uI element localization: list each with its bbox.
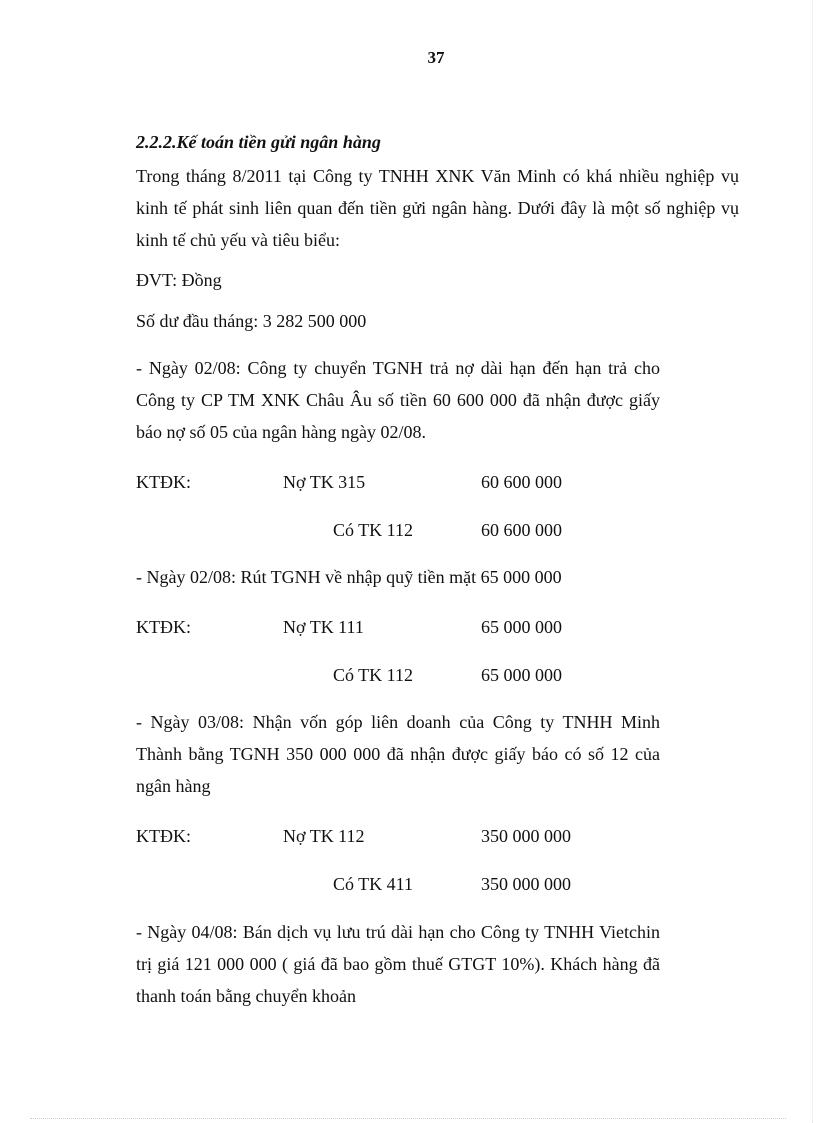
- opening-balance: Số dư đầu tháng: 3 282 500 000: [136, 311, 367, 331]
- credit-account: Có TK 112: [333, 665, 414, 685]
- credit-amount: 350 000 000: [481, 874, 571, 894]
- entry-label: KTĐK:: [136, 617, 191, 637]
- transaction-description: - Ngày 04/08: Bán dịch vụ lưu trú dài hạn cho Công ty TNHH Vietchin trị giá 121 000 000 ( giá đã bao gồm thuế GTGT 10%). Khách hàng đã thanh toán bằng chuyển khoản: [136, 922, 660, 1006]
- debit-account: Nợ TK 112: [283, 826, 365, 846]
- page-number: 37: [427, 48, 445, 67]
- intro-paragraph: Trong tháng 8/2011 tại Công ty TNHH XNK Văn Minh có khá nhiều nghiệp vụ kinh tế phát sinh liên quan đến tiền gửi ngân hàng. Dưới đây là một số nghiệp vụ kinh tế chủ yếu và tiêu biểu:: [136, 166, 739, 250]
- page-bottom-rule: [30, 1118, 786, 1119]
- unit-line: ĐVT: Đồng: [136, 270, 222, 290]
- transaction-description: - Ngày 02/08: Rút TGNH về nhập quỹ tiền mặt 65 000 000: [136, 567, 562, 587]
- entry-label: KTĐK:: [136, 826, 191, 846]
- credit-account: Có TK 112: [333, 520, 414, 540]
- debit-account: Nợ TK 111: [283, 617, 364, 637]
- debit-account: Nợ TK 315: [283, 472, 366, 492]
- page-right-rule: [812, 0, 813, 1123]
- debit-amount: 60 600 000: [481, 472, 562, 492]
- transaction-description: - Ngày 03/08: Nhận vốn góp liên doanh của Công ty TNHH Minh Thành bằng TGNH 350 000 000 đã nhận được giấy báo có số 12 của ngân hàng: [136, 712, 660, 796]
- credit-amount: 60 600 000: [481, 520, 562, 540]
- credit-amount: 65 000 000: [481, 665, 562, 685]
- credit-account: Có TK 411: [333, 874, 414, 894]
- debit-amount: 350 000 000: [481, 826, 571, 846]
- debit-amount: 65 000 000: [481, 617, 562, 637]
- transaction-description: - Ngày 02/08: Công ty chuyển TGNH trả nợ dài hạn đến hạn trả cho Công ty CP TM XNK Châu Âu số tiền 60 600 000 đã nhận được giấy báo nợ số 05 của ngân hàng ngày 02/08.: [136, 358, 660, 442]
- entry-label: KTĐK:: [136, 472, 191, 492]
- section-heading: 2.2.2.Kế toán tiền gửi ngân hàng: [136, 132, 381, 152]
